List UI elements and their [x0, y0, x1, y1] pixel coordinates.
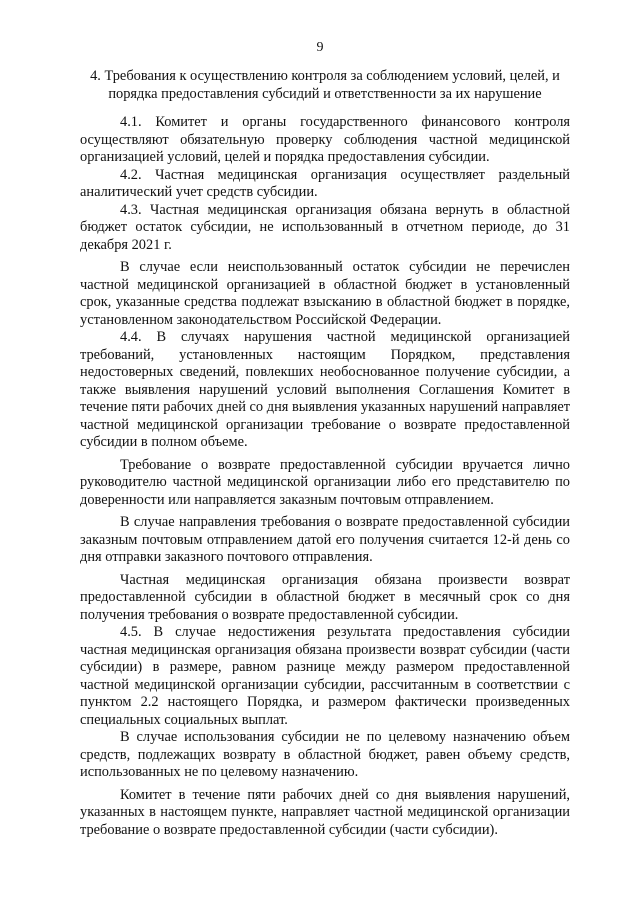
paragraph-4-5-misuse: В случае использования субсидии не по целевому назначению объем средств, подлежащих возврату в областной бюджет, равен объему средств, использованных не по целевому назначению. [80, 729, 570, 780]
document-body [80, 68, 570, 839]
paragraph-4-2: 4.2. Частная медицинская организация осуществляет раздельный аналитический учет средств субсидии. [80, 166, 570, 200]
page-number: 9 [316, 40, 324, 55]
paragraph-4-4: 4.4. В случаях нарушения частной медицинской организацией требований, установленных настоящим Порядком, представления недостоверных сведений, повлекших необоснованное получение субсидии, а также выявления нарушений условий выполнения Соглашения Комитет в течение пяти рабочих дней со дня выявления указанных нарушений направляет частной медицинской организации требование о возврате предоставленной субсидии в полном объеме. [80, 329, 570, 450]
paragraph-4-4-delivery: Требование о возврате предоставленной субсидии вручается лично руководителю частной медицинской организации либо его представителю по доверенности или направляется заказным почтовым отправлением. [80, 456, 570, 508]
paragraph-4-5: 4.5. В случае недостижения результата предоставления субсидии частная медицинская организация обязана произвести возврат субсидии (части субсидии) в размере, равном разнице между размером предоставленной частной медицинской организации субсидии, рассчитанным в соответствии с пунктом 2.2 настоящего Порядка, и размером фактически произведенных специальных социальных выплат. [80, 624, 570, 728]
paragraph-4-4-mail-date: В случае направления требования о возврате предоставленной субсидии заказным почтовым отправлением датой его получения считается 12-й день со дня отправки заказного почтового отправления. [80, 514, 570, 565]
paragraph-4-5-committee: Комитет в течение пяти рабочих дней со дня выявления нарушений, указанных в настоящем пункте, направляет частной медицинской организации требование о возврате предоставленной субсидии (части субсидии). [80, 786, 570, 838]
paragraph-4-4-refund-term: Частная медицинская организация обязана произвести возврат предоставленной субсидии в областной бюджет в месячный срок со дня получения требования о возврате предоставленной субсидии. [80, 571, 570, 623]
section-heading: 4. Требования к осуществлению контроля за соблюдением условий, целей, и порядка предоставления субсидий и ответственности за их нарушение [90, 68, 560, 102]
paragraph-4-3: 4.3. Частная медицинская организация обязана вернуть в областной бюджет остаток субсидии, не использованный в отчетном периоде, до 31 декабря 2021 г. [80, 201, 570, 253]
paragraph-4-1: 4.1. Комитет и органы государственного финансового контроля осуществляют обязательную проверку соблюдения частной медицинской организацией условий, целей и порядка предоставления субсидии. [80, 114, 570, 165]
paragraph-4-3-unpaid-balance: В случае если неиспользованный остаток субсидии не перечислен частной медицинской организацией в областной бюджет в установленный срок, указанные средства подлежат взысканию в областной бюджет в порядке, установленном законодательством Российской Федерации. [80, 259, 570, 328]
